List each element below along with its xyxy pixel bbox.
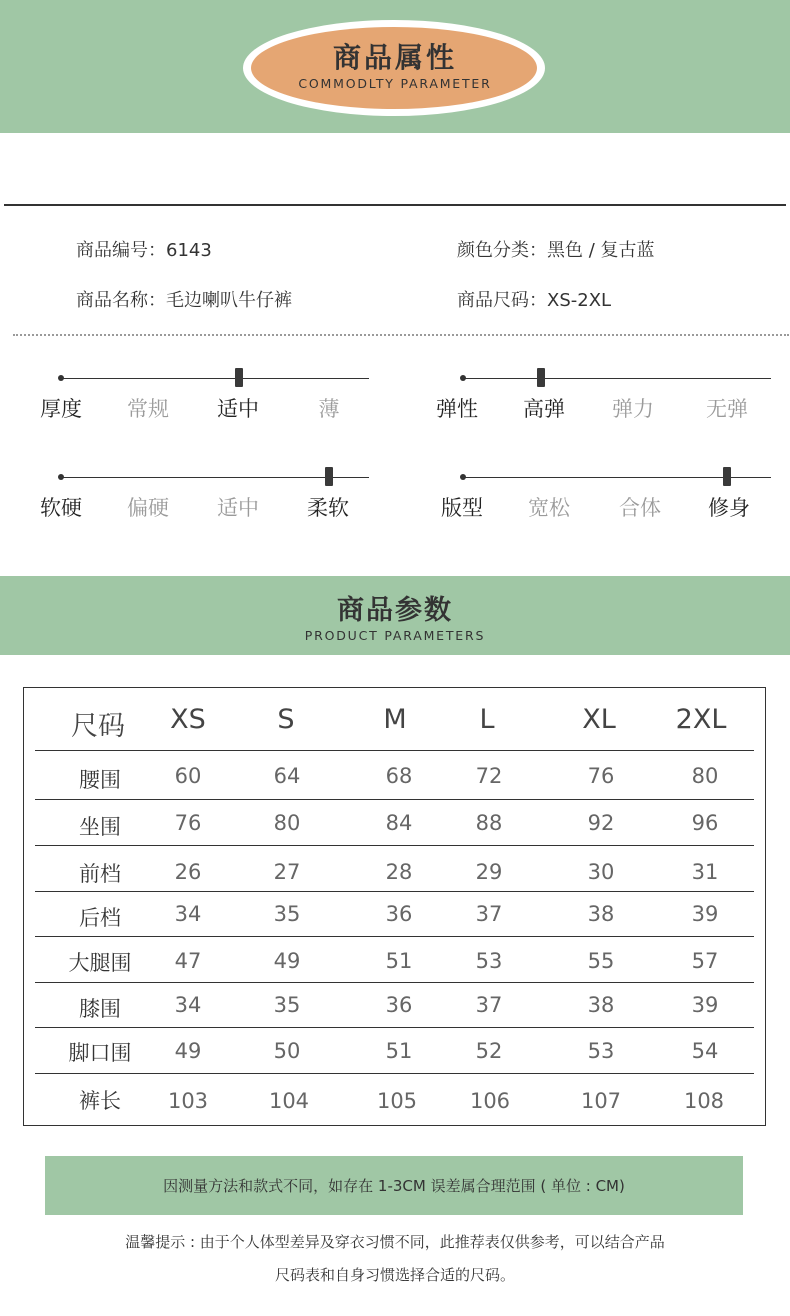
table-cell: 28	[385, 860, 413, 884]
row-label: 坐围	[79, 815, 121, 839]
table-cell: 27	[273, 860, 301, 884]
table-cell: 57	[691, 949, 719, 973]
table-row-divider	[35, 891, 754, 892]
table-header-cell: 尺码	[71, 711, 125, 742]
table-cell: 47	[174, 949, 202, 973]
scale-key-label: 厚度	[40, 397, 82, 421]
attributes-subtitle: COMMODLTY PARAMETER	[298, 76, 492, 91]
table-row-divider	[35, 799, 754, 800]
table-header-cell: XS	[170, 704, 206, 735]
table-cell: 51	[385, 1039, 413, 1063]
table-cell: 92	[587, 811, 615, 835]
table-cell: 80	[691, 764, 719, 788]
table-cell: 38	[587, 993, 615, 1017]
table-cell: 35	[273, 902, 301, 926]
table-cell: 106	[469, 1089, 511, 1113]
table-cell: 30	[587, 860, 615, 884]
table-cell: 35	[273, 993, 301, 1017]
table-cell: 88	[475, 811, 503, 835]
table-cell: 108	[683, 1089, 725, 1113]
params-subtitle: PRODUCT PARAMETERS	[304, 628, 486, 643]
scale-marker	[325, 467, 333, 486]
table-cell: 96	[691, 811, 719, 835]
scale-marker	[723, 467, 731, 486]
table-cell: 26	[174, 860, 202, 884]
scale-key-label: 版型	[441, 496, 483, 520]
row-label: 前档	[79, 862, 121, 886]
scale-option: 合体	[619, 496, 661, 520]
scale-option-selected: 适中	[217, 397, 259, 421]
scale-start-dot	[460, 375, 466, 381]
table-row-divider	[35, 845, 754, 846]
scale-option: 宽松	[528, 496, 570, 520]
table-cell: 49	[273, 949, 301, 973]
table-cell: 55	[587, 949, 615, 973]
scale-start-dot	[460, 474, 466, 480]
table-cell: 84	[385, 811, 413, 835]
table-header-cell: M	[383, 704, 407, 735]
scale-option-selected: 修身	[708, 496, 750, 520]
scale-option: 无弹	[706, 397, 748, 421]
table-cell: 36	[385, 993, 413, 1017]
table-cell: 39	[691, 902, 719, 926]
scale-track	[463, 378, 771, 379]
table-row-divider	[35, 936, 754, 937]
scale-track	[61, 378, 369, 379]
table-cell: 37	[475, 993, 503, 1017]
table-cell: 104	[268, 1089, 310, 1113]
table-row-divider	[35, 1073, 754, 1074]
measurement-note: 因测量方法和款式不同，如存在 1-3CM 误差属合理范围 ( 单位 : CM)	[163, 1177, 625, 1195]
table-cell: 105	[376, 1089, 418, 1113]
scale-option: 适中	[217, 496, 259, 520]
scale-start-dot	[58, 474, 64, 480]
table-header-cell: XL	[582, 704, 616, 735]
scale-option-selected: 柔软	[307, 496, 349, 520]
table-cell: 38	[587, 902, 615, 926]
color-category: 颜色分类：黑色 / 复古蓝	[457, 240, 655, 261]
scale-option-selected: 高弹	[523, 397, 565, 421]
product-size: 商品尺码：XS-2XL	[457, 290, 612, 311]
table-header-cell: 2XL	[675, 704, 727, 735]
table-cell: 53	[587, 1039, 615, 1063]
row-label: 膝围	[79, 997, 121, 1021]
row-label: 腰围	[79, 768, 121, 792]
table-cell: 51	[385, 949, 413, 973]
table-cell: 68	[385, 764, 413, 788]
tip-line-1: 温馨提示 : 由于个人体型差异及穿衣习惯不同，此推荐表仅供参考，可以结合产品	[125, 1233, 665, 1251]
scale-option: 薄	[318, 397, 340, 421]
row-label: 裤长	[79, 1089, 121, 1113]
scale-option: 常规	[127, 397, 169, 421]
scale-track	[61, 477, 369, 478]
params-title: 商品参数	[337, 595, 453, 626]
table-cell: 36	[385, 902, 413, 926]
table-cell: 72	[475, 764, 503, 788]
table-header-cell: S	[277, 704, 295, 735]
product-number: 商品编号：6143	[76, 240, 212, 261]
table-cell: 39	[691, 993, 719, 1017]
table-cell: 53	[475, 949, 503, 973]
table-cell: 60	[174, 764, 202, 788]
table-row-divider	[35, 982, 754, 983]
scale-key-label: 软硬	[40, 496, 82, 520]
table-cell: 49	[174, 1039, 202, 1063]
table-cell: 34	[174, 902, 202, 926]
table-cell: 54	[691, 1039, 719, 1063]
table-cell: 50	[273, 1039, 301, 1063]
table-cell: 103	[167, 1089, 209, 1113]
row-label: 后档	[79, 906, 121, 930]
table-cell: 107	[580, 1089, 622, 1113]
row-label: 大腿围	[68, 951, 132, 975]
table-cell: 52	[475, 1039, 503, 1063]
table-header-cell: L	[479, 704, 495, 735]
scale-marker	[537, 368, 545, 387]
table-cell: 76	[174, 811, 202, 835]
table-cell: 80	[273, 811, 301, 835]
tip-line-2: 尺码表和自身习惯选择合适的尺码。	[274, 1266, 515, 1284]
table-cell: 29	[475, 860, 503, 884]
scale-option: 弹力	[612, 397, 654, 421]
table-row-divider	[35, 750, 754, 751]
dotted-divider	[13, 334, 789, 336]
measurement-note-band	[45, 1156, 743, 1215]
table-cell: 76	[587, 764, 615, 788]
product-name: 商品名称：毛边喇叭牛仔裤	[76, 290, 292, 311]
attributes-title: 商品属性	[332, 41, 457, 74]
table-row-divider	[35, 1027, 754, 1028]
section-divider	[4, 204, 786, 206]
scale-start-dot	[58, 375, 64, 381]
table-cell: 31	[691, 860, 719, 884]
table-cell: 64	[273, 764, 301, 788]
size-table	[23, 687, 766, 1126]
scale-key-label: 弹性	[436, 397, 478, 421]
row-label: 脚口围	[68, 1041, 132, 1065]
scale-option: 偏硬	[127, 496, 169, 520]
table-cell: 34	[174, 993, 202, 1017]
scale-marker	[235, 368, 243, 387]
table-cell: 37	[475, 902, 503, 926]
